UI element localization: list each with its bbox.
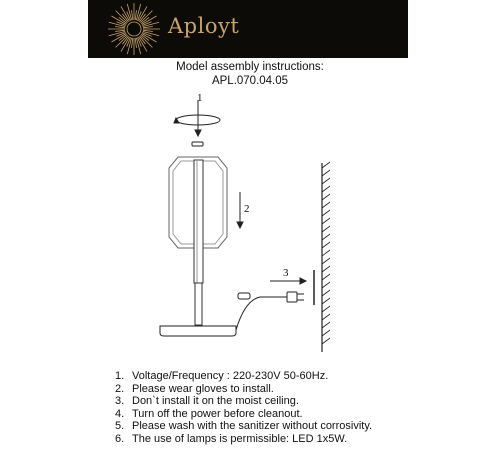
instruction-item — [115, 420, 372, 433]
instruction-item — [115, 370, 372, 383]
instruction-item — [115, 395, 372, 408]
instruction-text: The use of lamps is permissible: LED 1x5W. — [132, 432, 348, 445]
lamp-neck — [195, 283, 202, 325]
step2-label: 2 — [244, 203, 250, 215]
instruction-number: 4. — [115, 407, 125, 420]
instruction-number: 5. — [115, 420, 125, 432]
instruction-text: Please wear gloves to install. — [132, 382, 274, 395]
lamp-base — [160, 326, 236, 336]
instruction-text: Please wash with the sanitizer without corrosivity. — [132, 420, 373, 432]
instruction-number: 6. — [115, 432, 125, 445]
cable-switch — [238, 293, 250, 299]
power-cable — [236, 297, 287, 330]
brand-name: Aployt — [168, 14, 240, 38]
instruction-number: 1. — [115, 370, 125, 382]
instruction-text: Turn off the power before cleanout. — [132, 407, 303, 420]
step3-label: 3 — [283, 267, 289, 279]
instructions-list — [115, 370, 372, 445]
instruction-text: Don`t install it on the moist ceiling. — [132, 395, 299, 407]
document-title: Model assembly instructions: — [176, 61, 324, 73]
instruction-item — [115, 433, 372, 446]
lamp-rod — [194, 160, 203, 283]
instruction-text: Voltage/Frequency : 220-230V 50-60Hz. — [132, 370, 329, 382]
instruction-item — [115, 383, 372, 396]
instruction-item — [115, 408, 372, 421]
top-cap — [192, 142, 203, 146]
instruction-number: 2. — [115, 382, 125, 395]
step1-label: 1 — [197, 92, 203, 104]
instruction-number: 3. — [115, 395, 125, 407]
step1-arrow-head — [195, 130, 201, 136]
power-plug — [287, 292, 297, 302]
model-number: APL.070.04.05 — [211, 75, 289, 87]
